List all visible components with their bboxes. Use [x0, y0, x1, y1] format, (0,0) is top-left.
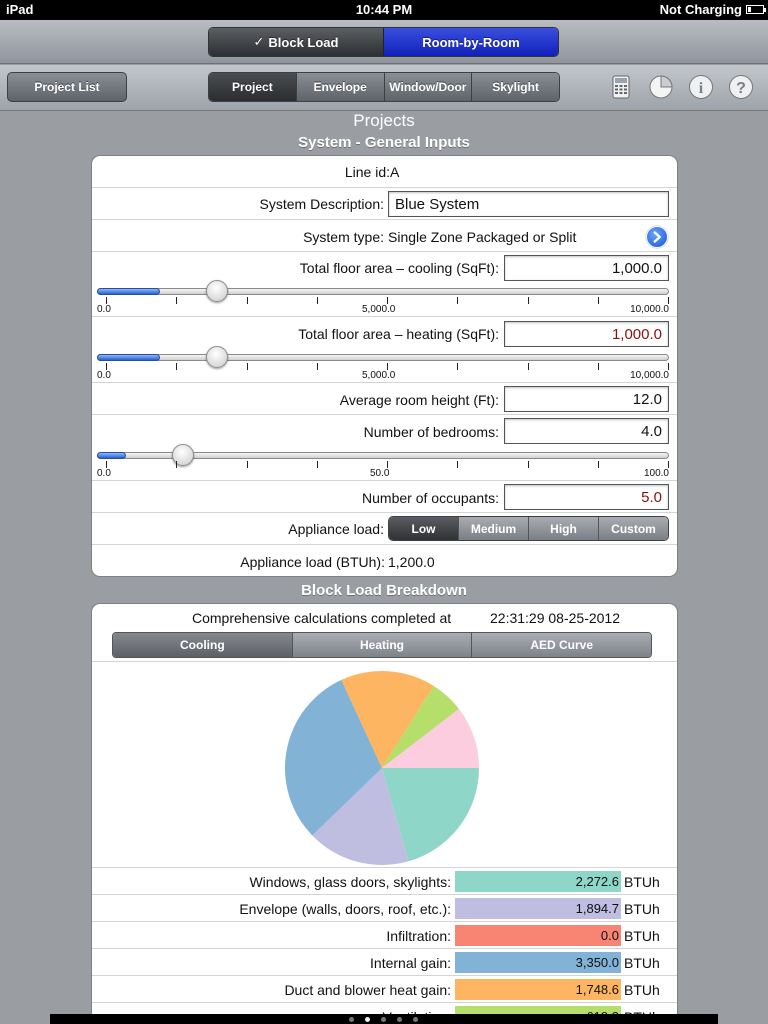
breakdown-row-label: Internal gain:	[370, 955, 451, 971]
slider-tick	[106, 363, 107, 370]
slider-tick	[528, 461, 529, 468]
room-height-label: Average room height (Ft):	[339, 392, 499, 408]
appliance-load-label: Appliance load:	[288, 521, 384, 537]
slider-min-label: 0.0	[97, 468, 111, 479]
appliance-btuh-value: 1,200.0	[388, 554, 435, 570]
system-type-label: System type:	[303, 229, 384, 245]
general-inputs-card	[91, 155, 678, 577]
page-dot[interactable]	[349, 1017, 354, 1022]
general-inputs-title: System - General Inputs	[298, 134, 470, 151]
checkmark-icon: ✓	[253, 34, 265, 49]
slider-tick	[317, 461, 318, 468]
room-height-input[interactable]: 12.0	[504, 386, 669, 412]
pie-chart	[92, 662, 677, 868]
slider-tick	[668, 461, 669, 468]
slider-max-label: 10,000.0	[630, 370, 669, 381]
slider-tick	[598, 297, 599, 304]
slider-tick	[457, 297, 458, 304]
breakdown-unit: BTUh	[624, 928, 660, 944]
slider-tick	[106, 461, 107, 468]
slider-tick	[317, 297, 318, 304]
slider-max-label: 10,000.0	[630, 304, 669, 315]
breakdown-row-label: Windows, glass doors, skylights:	[249, 874, 451, 890]
slider-tick	[457, 461, 458, 468]
pie-chart-area	[92, 662, 677, 868]
chart-type-segment	[112, 632, 652, 658]
breakdown-card	[91, 603, 678, 1024]
slider-mid-label: 50.0	[370, 468, 390, 479]
slider-tick	[387, 297, 388, 304]
slider-max-label: 100.0	[643, 468, 669, 479]
page-dot-active[interactable]	[365, 1017, 370, 1022]
slider-tick	[247, 461, 248, 468]
page-indicator-bar	[50, 1014, 718, 1024]
floor-heating-slider[interactable]	[97, 354, 669, 361]
breakdown-unit: BTUh	[624, 982, 660, 998]
room-by-room-button[interactable]: Room-by-Room	[384, 28, 558, 56]
breakdown-row-label: Duct and blower heat gain:	[284, 982, 451, 998]
slider-tick	[176, 297, 177, 304]
breakdown-value-bar: 1,748.6	[455, 979, 621, 1000]
page-dot[interactable]	[381, 1017, 386, 1022]
system-description-row	[92, 188, 677, 220]
slider-tick	[176, 363, 177, 370]
slider-min-label: 0.0	[97, 304, 111, 315]
slider-tick	[528, 297, 529, 304]
block-load-button[interactable]: ✓ Block Load	[209, 28, 384, 56]
tab-envelope[interactable]: Envelope	[297, 73, 385, 101]
slider-min-label: 0.0	[97, 370, 111, 381]
nav-toolbar	[0, 65, 768, 111]
breakdown-row-label: Envelope (walls, doors, roof, etc.):	[239, 901, 451, 917]
room-height-row	[92, 383, 677, 415]
slider-tick	[317, 363, 318, 370]
pie-chart-icon[interactable]	[648, 74, 674, 100]
slider-tick	[176, 461, 177, 468]
occupants-label: Number of occupants:	[362, 490, 499, 506]
calc-label: Comprehensive calculations completed at	[192, 610, 452, 626]
line-id-value: A	[390, 164, 400, 180]
slider-tick	[668, 363, 669, 370]
floor-cooling-row	[92, 252, 677, 317]
tab-project[interactable]: Project	[209, 73, 297, 101]
battery-icon	[746, 5, 764, 14]
breakdown-unit: BTUh	[624, 874, 660, 890]
svg-text:?: ?	[736, 80, 746, 97]
floor-cooling-slider[interactable]	[97, 288, 669, 295]
bedrooms-slider-thumb[interactable]	[172, 444, 194, 466]
breakdown-unit: BTUh	[624, 901, 660, 917]
tab-window-door[interactable]: Window/Door	[385, 73, 473, 101]
breakdown-row	[92, 922, 677, 949]
slider-tick	[457, 363, 458, 370]
calc-row	[92, 604, 677, 662]
main-content	[0, 111, 768, 1024]
system-description-input[interactable]: Blue System	[388, 191, 669, 217]
breakdown-value-bar: 3,350.0	[455, 952, 621, 973]
clock: 10:44 PM	[355, 2, 413, 17]
bedrooms-input[interactable]: 4.0	[504, 418, 669, 444]
breakdown-row	[92, 976, 677, 1003]
calc-time: 22:31:29 08-25-2012	[490, 610, 620, 626]
slider-mid-label: 5,000.0	[362, 304, 396, 315]
calculator-icon[interactable]	[608, 74, 634, 100]
bedrooms-row	[92, 415, 677, 481]
tab-cooling[interactable]: Cooling	[113, 633, 293, 657]
floor-heating-input[interactable]: 1,000.0	[504, 321, 669, 347]
breakdown-row-label: Infiltration:	[386, 928, 451, 944]
appliance-btuh-row	[92, 545, 677, 577]
slider-tick	[106, 297, 107, 304]
floor-cooling-slider-thumb[interactable]	[206, 280, 228, 302]
top-toolbar	[0, 20, 768, 64]
line-id-row	[92, 156, 677, 188]
appliance-low-button[interactable]: Low	[389, 517, 459, 540]
battery-status: Not Charging	[659, 2, 742, 17]
appliance-medium-button[interactable]: Medium	[459, 517, 529, 540]
breakdown-row	[92, 868, 677, 895]
tab-skylight[interactable]: Skylight	[472, 73, 559, 101]
help-icon[interactable]	[728, 74, 754, 100]
line-id-label: Line id:	[344, 164, 390, 180]
load-mode-segment	[208, 27, 559, 57]
page-title: Projects	[353, 111, 415, 130]
slider-tick	[528, 363, 529, 370]
appliance-custom-button[interactable]: Custom	[599, 517, 668, 540]
project-list-button[interactable]: Project List	[7, 72, 127, 102]
section-tabs	[208, 72, 560, 102]
breakdown-title: Block Load Breakdown	[301, 582, 467, 599]
floor-heating-row	[92, 317, 677, 383]
device-name: iPad	[6, 2, 34, 17]
occupants-input[interactable]: 5.0	[504, 484, 669, 510]
tab-aed-curve[interactable]: AED Curve	[472, 633, 651, 657]
slider-tick	[598, 363, 599, 370]
floor-heating-label: Total floor area – heating (SqFt):	[298, 326, 499, 342]
slider-mid-label: 5,000.0	[362, 370, 396, 381]
disclosure-chevron-icon[interactable]	[646, 226, 668, 248]
appliance-btuh-label: Appliance load (BTUh):	[240, 554, 385, 570]
occupants-row	[92, 481, 677, 513]
page-dot[interactable]	[413, 1017, 418, 1022]
floor-cooling-input[interactable]: 1,000.0	[504, 255, 669, 281]
appliance-load-segment	[388, 516, 669, 541]
breakdown-unit: BTUh	[624, 955, 660, 971]
info-icon[interactable]	[688, 74, 714, 100]
breakdown-row	[92, 949, 677, 976]
system-type-value: Single Zone Packaged or Split	[388, 229, 577, 245]
breakdown-row	[92, 895, 677, 922]
slider-tick	[598, 461, 599, 468]
floor-heating-slider-thumb[interactable]	[206, 346, 228, 368]
appliance-load-row	[92, 513, 677, 545]
appliance-high-button[interactable]: High	[529, 517, 599, 540]
status-bar	[0, 0, 768, 20]
breakdown-value-bar: 0.0	[455, 925, 621, 946]
system-type-row[interactable]	[92, 220, 677, 252]
svg-text:i: i	[698, 80, 704, 97]
tab-heating[interactable]: Heating	[293, 633, 473, 657]
slider-tick	[247, 363, 248, 370]
page-dot[interactable]	[397, 1017, 402, 1022]
bedrooms-label: Number of bedrooms:	[363, 424, 499, 440]
slider-tick	[387, 363, 388, 370]
slider-tick	[247, 297, 248, 304]
slider-tick	[387, 461, 388, 468]
slider-tick	[668, 297, 669, 304]
system-description-label: System Description:	[259, 196, 384, 212]
breakdown-value-bar: 1,894.7	[455, 898, 621, 919]
breakdown-value-bar: 2,272.6	[455, 871, 621, 892]
floor-cooling-label: Total floor area – cooling (SqFt):	[299, 260, 499, 276]
